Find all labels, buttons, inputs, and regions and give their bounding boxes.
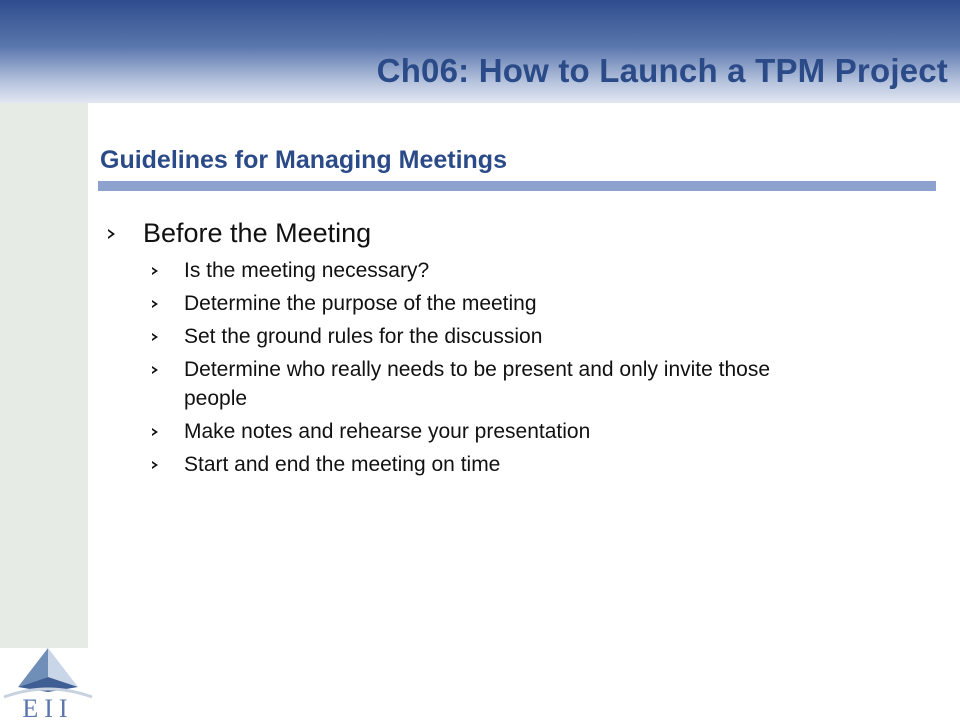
list-item-text: Determine who really needs to be present and only invite those people bbox=[184, 358, 771, 410]
pyramid-logo-icon bbox=[4, 648, 92, 697]
list-item-text: Is the meeting necessary? bbox=[184, 259, 430, 282]
slide-title: Ch06: How to Launch a TPM Project bbox=[376, 52, 948, 89]
sub-bullet-list bbox=[152, 256, 812, 483]
arrowhead-bullet-icon bbox=[152, 333, 158, 341]
list-item-text: Set the ground rules for the discussion bbox=[184, 325, 543, 348]
list-item bbox=[152, 355, 812, 413]
arrowhead-bullet-icon bbox=[152, 461, 158, 469]
list-item-text: Determine the purpose of the meeting bbox=[184, 292, 537, 315]
arrowhead-bullet-icon bbox=[152, 267, 158, 275]
list-item bbox=[152, 289, 812, 318]
list-item bbox=[152, 417, 812, 446]
logo-text: EII bbox=[22, 694, 74, 720]
arrowhead-bullet-icon bbox=[152, 300, 158, 308]
list-item bbox=[152, 450, 812, 479]
list-item bbox=[152, 256, 812, 285]
list-item-text: Make notes and rehearse your presentation bbox=[184, 420, 591, 443]
arrowhead-bullet-icon bbox=[152, 428, 158, 436]
arrowhead-bullet-icon bbox=[108, 229, 115, 239]
list-item bbox=[152, 322, 812, 351]
side-strip bbox=[0, 103, 88, 648]
arrowhead-bullet-icon bbox=[152, 366, 158, 374]
section-heading: Guidelines for Managing Meetings bbox=[100, 146, 507, 174]
level1-label: Before the Meeting bbox=[143, 218, 372, 248]
level1-bullet bbox=[108, 218, 371, 249]
eii-logo bbox=[0, 645, 96, 720]
heading-rule bbox=[98, 181, 936, 191]
list-item-text: Start and end the meeting on time bbox=[184, 453, 501, 476]
